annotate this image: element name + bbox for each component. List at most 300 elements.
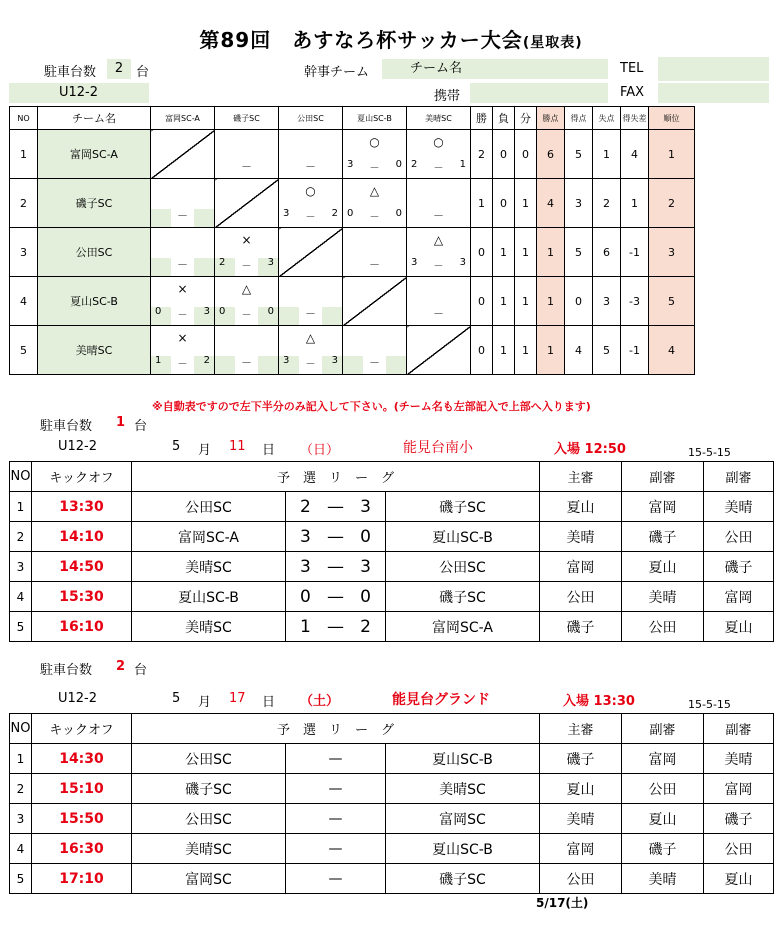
col-opponent: 美晴SC [407, 107, 471, 130]
score-sep: — [328, 780, 343, 797]
stat-draw: 1 [515, 228, 537, 277]
col-assistant: 副審 [622, 462, 704, 492]
match-row [10, 522, 774, 552]
score-left: 2 [411, 159, 418, 170]
score-dash: － [369, 163, 380, 174]
assistant-referee: 公田 [622, 612, 704, 642]
away-score: 3 [360, 496, 371, 517]
assistant-referee: 美晴 [622, 582, 704, 612]
score-right: 1 [459, 159, 466, 170]
score-right: 3 [331, 355, 338, 366]
result-wrap [279, 277, 342, 325]
standings-row [10, 228, 695, 277]
away-team: 夏山SC-B [386, 744, 540, 774]
result-wrap [215, 277, 278, 325]
result-dash: － [305, 160, 316, 173]
match-no: 3 [10, 552, 32, 582]
home-team: 磯子SC [132, 774, 286, 804]
result-cell[interactable] [215, 326, 279, 375]
score-wrap [286, 497, 385, 517]
match-no: 2 [10, 522, 32, 552]
result-score [343, 159, 406, 174]
col-points: 勝点 [537, 107, 565, 130]
stat-draw: 1 [515, 277, 537, 326]
col-referee: 主審 [540, 714, 622, 744]
result-symbol: ○ [369, 135, 380, 149]
tel-label: TEL [620, 61, 644, 76]
fax-field[interactable] [658, 83, 769, 103]
secretary-label: 幹事チーム [304, 65, 370, 80]
referee: 富岡 [540, 834, 622, 864]
home-team: 富岡SC-A [132, 522, 286, 552]
stat-rank: 3 [649, 228, 695, 277]
result-wrap [151, 179, 214, 227]
result-symbol: × [177, 282, 188, 296]
row-no: 1 [10, 130, 38, 179]
day1-schedule-table [9, 461, 774, 642]
home-score: 2 [300, 496, 311, 517]
score-wrap [286, 527, 385, 547]
stat-gf: 4 [565, 326, 593, 375]
col-opponent: 富岡SC-A [151, 107, 215, 130]
diagonal-cell [407, 326, 471, 375]
assistant-referee: 富岡 [622, 744, 704, 774]
col-opponent: 磯子SC [215, 107, 279, 130]
stat-gd: -3 [621, 277, 649, 326]
team-name[interactable]: 磯子SC [38, 179, 151, 228]
away-team: 磯子SC [386, 582, 540, 612]
home-team: 美晴SC [132, 552, 286, 582]
day2-month-label: 月 [198, 695, 212, 710]
result-cell[interactable] [151, 277, 215, 326]
score-sep: — [327, 586, 344, 607]
team-name[interactable]: 夏山SC-B [38, 277, 151, 326]
score-sep: — [327, 526, 344, 547]
stat-win: 1 [471, 179, 493, 228]
result-cell[interactable] [407, 179, 471, 228]
referee: 公田 [540, 582, 622, 612]
assistant-referee: 夏山 [704, 864, 774, 894]
score-right: 3 [459, 257, 466, 268]
day1-weekday: （日） [300, 443, 340, 458]
home-score: 3 [300, 556, 311, 577]
stat-gf: 0 [565, 277, 593, 326]
day1-entry-time: 入場 12:50 [554, 442, 626, 457]
col-assistant: 副審 [622, 714, 704, 744]
col-assistant: 副審 [704, 462, 774, 492]
result-cell[interactable] [343, 228, 407, 277]
away-score: 2 [360, 616, 371, 637]
score-dash: － [241, 310, 252, 321]
col-no: NO [10, 462, 32, 492]
result-score [407, 159, 470, 174]
result-cell[interactable] [343, 130, 407, 179]
col-assistant: 副審 [704, 714, 774, 744]
stat-rank: 2 [649, 179, 695, 228]
match-row [10, 582, 774, 612]
kickoff-time: 13:30 [32, 492, 132, 522]
home-team: 公田SC [132, 492, 286, 522]
stat-gd: -1 [621, 326, 649, 375]
match-score[interactable] [286, 612, 386, 642]
score-right: 2 [203, 355, 210, 366]
col-win: 勝 [471, 107, 493, 130]
stat-win: 2 [471, 130, 493, 179]
result-wrap [407, 228, 470, 276]
result-symbol: △ [305, 331, 316, 345]
col-gd: 得失差 [621, 107, 649, 130]
stat-points: 1 [537, 326, 565, 375]
day1-parking-count: 1 [116, 415, 126, 430]
result-dash: － [241, 160, 252, 173]
stat-draw: 0 [515, 130, 537, 179]
assistant-referee: 公田 [704, 834, 774, 864]
match-score[interactable] [286, 552, 386, 582]
assistant-referee: 夏山 [622, 804, 704, 834]
match-row [10, 864, 774, 894]
col-loss: 負 [493, 107, 515, 130]
match-score[interactable] [286, 582, 386, 612]
result-wrap [215, 326, 278, 374]
result-wrap [407, 130, 470, 178]
stat-win: 0 [471, 277, 493, 326]
standings-table [9, 106, 695, 375]
result-wrap [343, 326, 406, 374]
diagonal-cell [151, 130, 215, 179]
result-wrap [151, 277, 214, 325]
title-sub: (星取表) [522, 35, 583, 51]
day2-code: 15-5-15 [688, 698, 731, 711]
result-wrap [279, 179, 342, 227]
footer-date: 5/17(土) [536, 896, 589, 910]
referee: 磯子 [540, 744, 622, 774]
stat-gd: 4 [621, 130, 649, 179]
match-score[interactable] [286, 804, 386, 834]
stat-points: 1 [537, 277, 565, 326]
score-dash: － [433, 261, 444, 272]
score-dash: － [433, 163, 444, 174]
assistant-referee: 磯子 [622, 834, 704, 864]
stat-ga: 2 [593, 179, 621, 228]
assistant-referee: 富岡 [704, 774, 774, 804]
away-team: 磯子SC [386, 492, 540, 522]
result-cell[interactable] [279, 277, 343, 326]
home-team: 美晴SC [132, 612, 286, 642]
diagonal-cell [215, 179, 279, 228]
kickoff-time: 17:10 [32, 864, 132, 894]
result-dash: － [177, 209, 188, 222]
day2-day: 17 [229, 691, 246, 706]
col-opponent: 公田SC [279, 107, 343, 130]
score-left: 3 [411, 257, 418, 268]
team-name[interactable]: 公田SC [38, 228, 151, 277]
referee: 公田 [540, 864, 622, 894]
referee: 美晴 [540, 522, 622, 552]
stat-rank: 4 [649, 326, 695, 375]
result-dash: － [369, 258, 380, 271]
day2-entry-time: 入場 13:30 [563, 694, 635, 709]
home-team: 富岡SC [132, 864, 286, 894]
match-row [10, 834, 774, 864]
result-score [343, 208, 406, 223]
result-cell[interactable] [407, 277, 471, 326]
match-no: 5 [10, 612, 32, 642]
match-score[interactable] [286, 744, 386, 774]
day2-schedule-table [9, 713, 774, 894]
row-no: 2 [10, 179, 38, 228]
result-dash: － [433, 209, 444, 222]
row-no: 4 [10, 277, 38, 326]
score-dash: － [305, 359, 316, 370]
col-kickoff: キックオフ [32, 462, 132, 492]
col-league: 予 選 リ ー グ [132, 462, 540, 492]
col-gf: 得点 [565, 107, 593, 130]
result-wrap [343, 179, 406, 227]
day1-day: 11 [229, 439, 246, 454]
score-wrap [286, 587, 385, 607]
mobile-field[interactable] [470, 83, 608, 103]
match-score[interactable] [286, 522, 386, 552]
instruction-note: ※自動表ですので左下半分のみ記入して下さい。(チーム名も左部記入で上部へ入ります) [152, 400, 591, 413]
score-wrap [286, 557, 385, 577]
stat-gf: 3 [565, 179, 593, 228]
assistant-referee: 富岡 [622, 492, 704, 522]
day2-venue: 能見台グランド [392, 692, 490, 708]
category-label: U12-2 [9, 83, 149, 103]
match-row [10, 804, 774, 834]
stat-ga: 6 [593, 228, 621, 277]
assistant-referee: 磯子 [704, 552, 774, 582]
match-no: 1 [10, 744, 32, 774]
col-team: チーム名 [38, 107, 151, 130]
away-team: 夏山SC-B [386, 522, 540, 552]
kickoff-time: 16:30 [32, 834, 132, 864]
col-rank: 順位 [649, 107, 695, 130]
result-score [151, 306, 214, 321]
result-dash: － [433, 307, 444, 320]
result-cell[interactable] [151, 326, 215, 375]
stat-ga: 1 [593, 130, 621, 179]
day2-day-label: 日 [262, 695, 276, 710]
result-symbol: △ [369, 184, 380, 198]
result-score [151, 355, 214, 370]
title-main: 第89回 あすなろ杯サッカー大会 [199, 28, 523, 52]
result-score [279, 208, 342, 223]
schedule-header [10, 714, 774, 744]
tel-field[interactable] [658, 57, 769, 81]
kickoff-time: 14:10 [32, 522, 132, 552]
match-row [10, 744, 774, 774]
score-left: 3 [347, 159, 354, 170]
score-sep: — [327, 616, 344, 637]
away-score: 0 [360, 586, 371, 607]
result-symbol: × [241, 233, 252, 247]
match-no: 4 [10, 582, 32, 612]
match-row [10, 552, 774, 582]
result-score [215, 257, 278, 272]
score-dash: － [177, 359, 188, 370]
score-sep: — [328, 840, 343, 857]
away-team: 夏山SC-B [386, 834, 540, 864]
score-sep: — [328, 870, 343, 887]
result-wrap [407, 179, 470, 227]
result-symbol: △ [241, 282, 252, 296]
standings-header [10, 107, 695, 130]
score-left: 0 [219, 306, 226, 317]
col-ga: 失点 [593, 107, 621, 130]
stat-rank: 5 [649, 277, 695, 326]
away-team: 美晴SC [386, 774, 540, 804]
col-draw: 分 [515, 107, 537, 130]
stat-draw: 1 [515, 326, 537, 375]
referee: 富岡 [540, 552, 622, 582]
stat-ga: 3 [593, 277, 621, 326]
score-right: 0 [267, 306, 274, 317]
result-wrap [343, 228, 406, 276]
score-left: 3 [283, 355, 290, 366]
match-score[interactable] [286, 774, 386, 804]
score-sep: — [327, 556, 344, 577]
result-dash: － [241, 356, 252, 369]
score-dash: － [241, 261, 252, 272]
result-symbol: ○ [433, 135, 444, 149]
result-cell[interactable] [279, 179, 343, 228]
result-score [279, 355, 342, 370]
stat-loss: 1 [493, 326, 515, 375]
result-symbol: △ [433, 233, 444, 247]
stat-rank: 1 [649, 130, 695, 179]
day2-parking-label: 駐車台数 [40, 663, 93, 678]
score-right: 0 [395, 208, 402, 219]
referee: 磯子 [540, 612, 622, 642]
stat-loss: 0 [493, 130, 515, 179]
col-no: NO [10, 107, 38, 130]
match-score[interactable] [286, 834, 386, 864]
stat-points: 6 [537, 130, 565, 179]
secretary-team-field[interactable]: チーム名 [382, 59, 608, 79]
match-no: 4 [10, 834, 32, 864]
result-wrap [215, 130, 278, 178]
diagonal-cell [279, 228, 343, 277]
stat-loss: 1 [493, 277, 515, 326]
result-score [407, 257, 470, 272]
home-score: 0 [300, 586, 311, 607]
assistant-referee: 美晴 [704, 744, 774, 774]
result-cell[interactable] [279, 326, 343, 375]
away-team: 富岡SC [386, 804, 540, 834]
match-no: 3 [10, 804, 32, 834]
day1-month-label: 月 [198, 443, 212, 458]
score-right: 2 [331, 208, 338, 219]
result-dash: － [369, 356, 380, 369]
result-wrap [407, 277, 470, 325]
day1-month: 5 [172, 439, 181, 454]
stat-loss: 1 [493, 228, 515, 277]
match-score[interactable] [286, 492, 386, 522]
result-cell[interactable] [407, 228, 471, 277]
score-left: 0 [347, 208, 354, 219]
score-dash: － [177, 310, 188, 321]
stat-draw: 1 [515, 179, 537, 228]
kickoff-time: 14:50 [32, 552, 132, 582]
kickoff-time: 15:30 [32, 582, 132, 612]
home-team: 公田SC [132, 744, 286, 774]
away-score: 0 [360, 526, 371, 547]
score-left: 2 [219, 257, 226, 268]
stat-win: 0 [471, 326, 493, 375]
team-name[interactable]: 富岡SC-A [38, 130, 151, 179]
score-right: 3 [203, 306, 210, 317]
referee: 夏山 [540, 492, 622, 522]
day1-code: 15-5-15 [688, 446, 731, 459]
result-dash: － [177, 258, 188, 271]
result-cell[interactable] [343, 326, 407, 375]
home-team: 夏山SC-B [132, 582, 286, 612]
score-left: 0 [155, 306, 162, 317]
result-symbol: × [177, 331, 188, 345]
parking-unit: 台 [136, 65, 150, 80]
home-score: 1 [300, 616, 311, 637]
referee: 夏山 [540, 774, 622, 804]
score-sep: — [328, 750, 343, 767]
result-score [215, 306, 278, 321]
stat-gf: 5 [565, 228, 593, 277]
result-cell[interactable] [151, 179, 215, 228]
kickoff-time: 15:50 [32, 804, 132, 834]
kickoff-time: 15:10 [32, 774, 132, 804]
score-left: 3 [283, 208, 290, 219]
score-dash: － [369, 212, 380, 223]
result-cell[interactable] [279, 130, 343, 179]
referee: 美晴 [540, 804, 622, 834]
day2-month: 5 [172, 691, 181, 706]
fax-label: FAX [620, 85, 645, 100]
stat-points: 4 [537, 179, 565, 228]
day1-parking-label: 駐車台数 [40, 419, 93, 434]
assistant-referee: 磯子 [704, 804, 774, 834]
day2-parking-unit: 台 [134, 663, 148, 678]
away-score: 3 [360, 556, 371, 577]
stat-gd: 1 [621, 179, 649, 228]
result-cell[interactable] [215, 130, 279, 179]
col-no: NO [10, 714, 32, 744]
row-no: 3 [10, 228, 38, 277]
result-symbol: ○ [305, 184, 316, 198]
result-cell[interactable] [215, 228, 279, 277]
result-cell[interactable] [407, 130, 471, 179]
stat-gf: 5 [565, 130, 593, 179]
match-score[interactable] [286, 864, 386, 894]
stat-points: 1 [537, 228, 565, 277]
standings-row [10, 130, 695, 179]
result-cell[interactable] [343, 179, 407, 228]
stat-loss: 0 [493, 179, 515, 228]
score-left: 1 [155, 355, 162, 366]
mobile-label: 携帯 [434, 89, 461, 104]
score-right: 0 [395, 159, 402, 170]
result-cell[interactable] [151, 228, 215, 277]
away-team: 磯子SC [386, 864, 540, 894]
day1-parking-unit: 台 [134, 419, 148, 434]
team-name[interactable]: 美晴SC [38, 326, 151, 375]
away-team: 富岡SC-A [386, 612, 540, 642]
row-no: 5 [10, 326, 38, 375]
away-team: 公田SC [386, 552, 540, 582]
assistant-referee: 磯子 [622, 522, 704, 552]
parking-count[interactable]: 2 [107, 59, 131, 79]
result-cell[interactable] [215, 277, 279, 326]
standings-row [10, 277, 695, 326]
